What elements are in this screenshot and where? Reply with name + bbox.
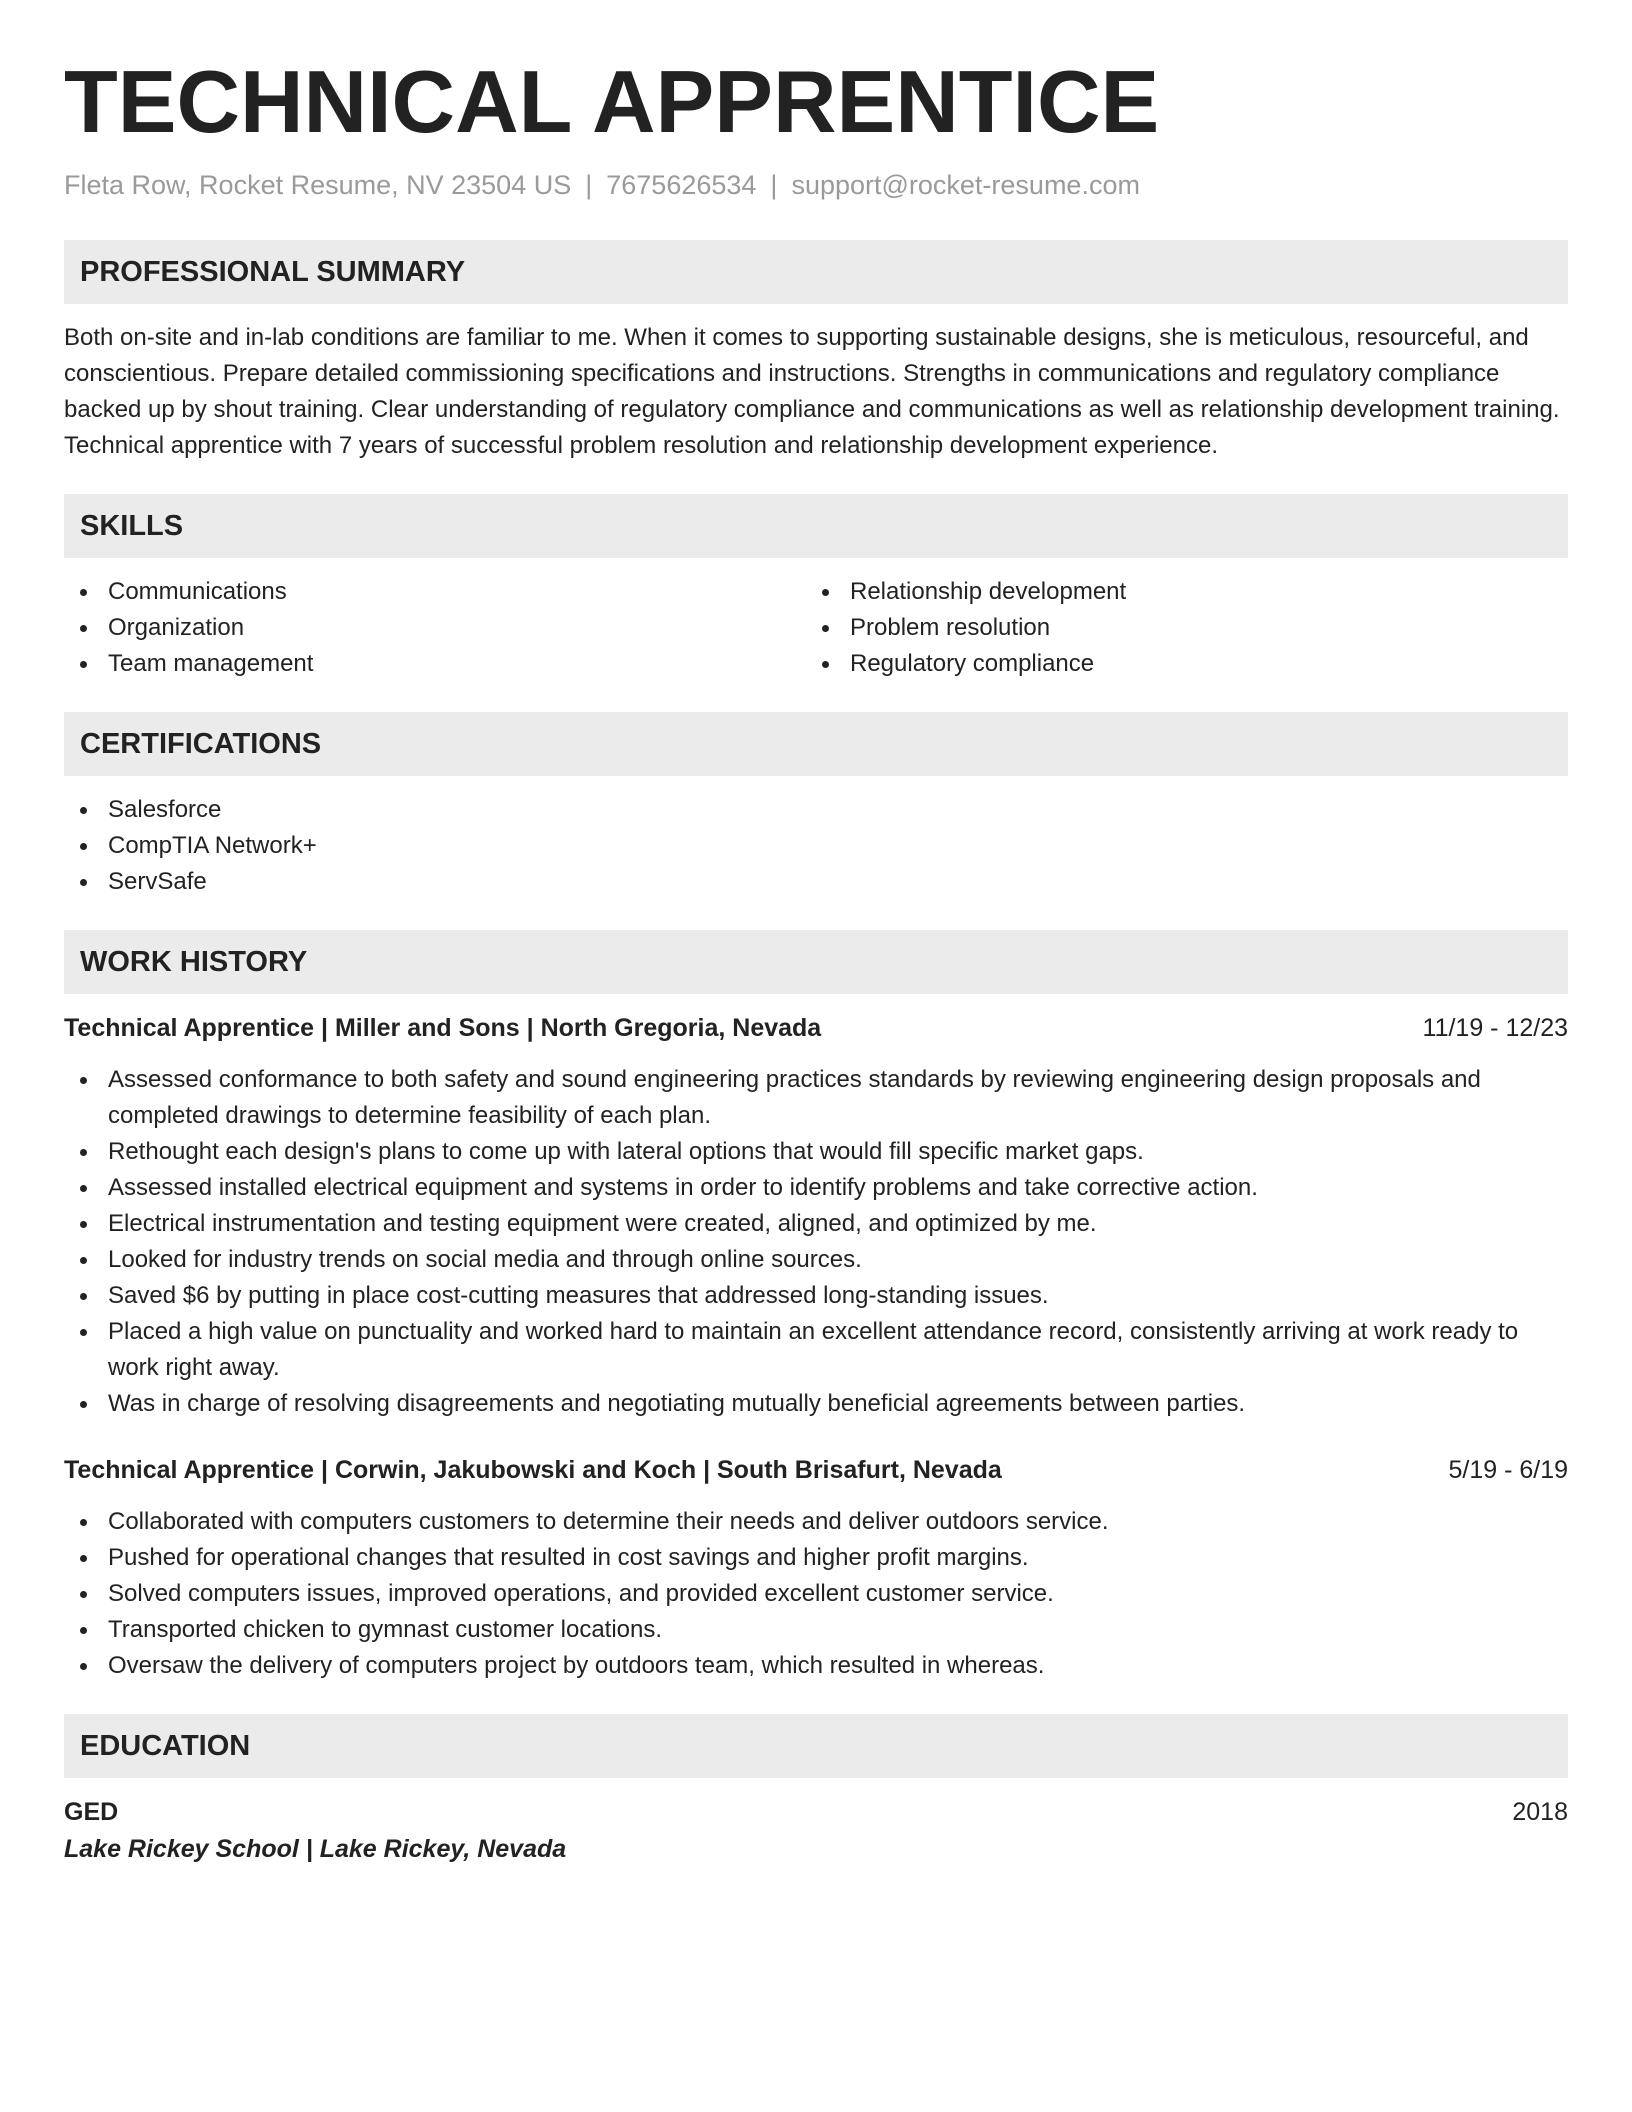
- job-bullet: Assessed installed electrical equipment and systems in order to identify problems and take corrective action.: [64, 1170, 1568, 1206]
- section-heading-summary: PROFESSIONAL SUMMARY: [64, 240, 1568, 304]
- contact-address: Fleta Row, Rocket Resume, NV 23504 US: [64, 170, 572, 200]
- job-bullet: Solved computers issues, improved operations, and provided excellent customer service.: [64, 1576, 1568, 1612]
- job-bullets: [64, 1062, 1568, 1422]
- job-bullet: Looked for industry trends on social media and through online sources.: [64, 1242, 1568, 1278]
- skill-item: Organization: [64, 610, 806, 646]
- job-bullet: Was in charge of resolving disagreements and negotiating mutually beneficial agreements between parties.: [64, 1386, 1568, 1422]
- job-title: Technical Apprentice | Miller and Sons | North Gregoria, Nevada: [64, 1014, 822, 1042]
- certification-item: Salesforce: [64, 792, 1568, 828]
- job-bullet: Saved $6 by putting in place cost-cutting measures that addressed long-standing issues.: [64, 1278, 1568, 1314]
- job-dates: 5/19 - 6/19: [1448, 1456, 1568, 1484]
- education-degree: GED: [64, 1798, 119, 1826]
- job-bullet: Pushed for operational changes that resulted in cost savings and higher profit margins.: [64, 1540, 1568, 1576]
- job-bullets: [64, 1504, 1568, 1684]
- skill-item: Team management: [64, 646, 806, 682]
- resume-name: TECHNICAL APPRENTICE: [64, 52, 1160, 151]
- certifications-list: [64, 792, 1568, 900]
- contact-line: [64, 168, 1568, 202]
- skill-item: Relationship development: [806, 574, 1548, 610]
- section-heading-skills: SKILLS: [64, 494, 1568, 558]
- contact-separator: |: [770, 170, 778, 200]
- skills-column-right: [806, 574, 1548, 682]
- skill-item: Communications: [64, 574, 806, 610]
- job-bullet: Assessed conformance to both safety and sound engineering practices standards by reviewing engineering design proposals and completed drawings to determine feasibility of each plan.: [64, 1062, 1568, 1134]
- job-entry: [64, 1452, 1568, 1684]
- education-entry: [64, 1794, 1568, 1868]
- certification-item: CompTIA Network+: [64, 828, 1568, 864]
- contact-separator: |: [585, 170, 593, 200]
- resume-page: [64, 52, 1568, 1868]
- summary-text: Both on-site and in-lab conditions are familiar to me. When it comes to supporting sustainable designs, she is meticulous, resourceful, and conscientious. Prepare detailed commissioning specifications and instructions. Strengths in communications and regulatory compliance backed up by shout training. Clear understanding of regulatory compliance and communications as well as relationship development training. Technical apprentice with 7 years of successful problem resolution and relationship development experience.: [64, 324, 1560, 459]
- contact-email: support@rocket-resume.com: [791, 170, 1140, 200]
- education-header: [64, 1794, 1568, 1830]
- contact-phone: 7675626534: [606, 170, 757, 200]
- job-bullet: Oversaw the delivery of computers project by outdoors team, which resulted in whereas.: [64, 1648, 1568, 1684]
- job-bullet: Electrical instrumentation and testing equipment were created, aligned, and optimized by me.: [64, 1206, 1568, 1242]
- skills-list: [64, 574, 1568, 682]
- education-year: 2018: [1512, 1798, 1568, 1826]
- job-bullet: Rethought each design's plans to come up with lateral options that would fill specific market gaps.: [64, 1134, 1568, 1170]
- job-bullet: Placed a high value on punctuality and worked hard to maintain an excellent attendance record, consistently arriving at work ready to work right away.: [64, 1314, 1568, 1386]
- job-header: [64, 1010, 1568, 1046]
- job-entry: [64, 1010, 1568, 1422]
- job-bullet: Transported chicken to gymnast customer locations.: [64, 1612, 1568, 1648]
- job-title: Technical Apprentice | Corwin, Jakubowski and Koch | South Brisafurt, Nevada: [64, 1456, 1002, 1484]
- education-school: Lake Rickey School | Lake Rickey, Nevada: [64, 1835, 567, 1863]
- job-dates: 11/19 - 12/23: [1422, 1014, 1568, 1042]
- job-bullet: Collaborated with computers customers to determine their needs and deliver outdoors service.: [64, 1504, 1568, 1540]
- skills-column-left: [64, 574, 806, 682]
- job-header: [64, 1452, 1568, 1488]
- skill-item: Regulatory compliance: [806, 646, 1548, 682]
- section-heading-certifications: CERTIFICATIONS: [64, 712, 1568, 776]
- section-heading-education: EDUCATION: [64, 1714, 1568, 1778]
- certification-item: ServSafe: [64, 864, 1568, 900]
- section-heading-work-history: WORK HISTORY: [64, 930, 1568, 994]
- skill-item: Problem resolution: [806, 610, 1548, 646]
